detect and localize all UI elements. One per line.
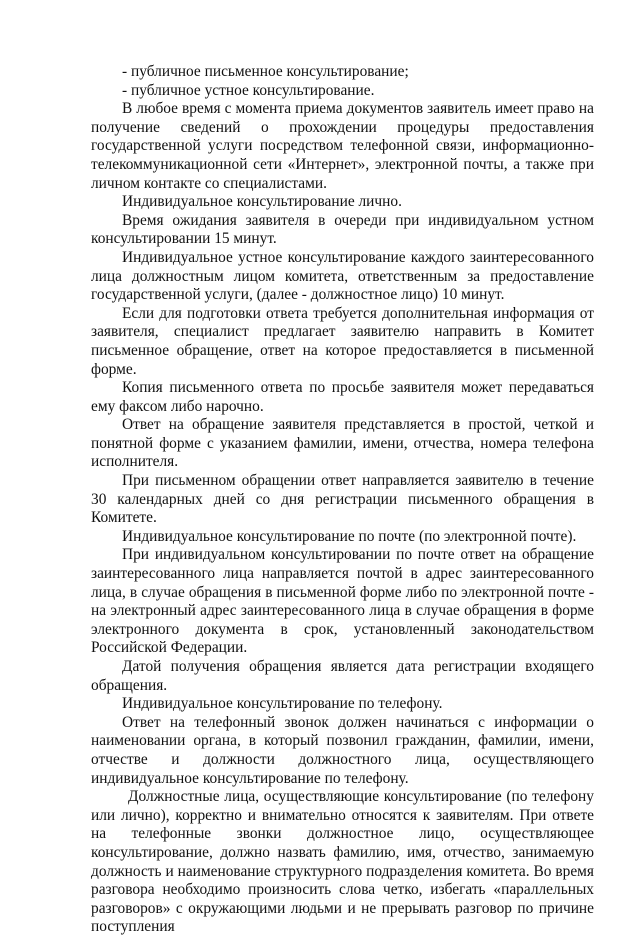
document-body bbox=[91, 63, 594, 937]
paragraph: Индивидуальное консультирование по телефону. bbox=[122, 695, 443, 713]
paragraph: Если для подготовки ответа требуется дополнительная информация от заявителя, специалист предлагает заявителю направить в Комитет письменное обращение, ответ на которое предоставляется в письменной форме. bbox=[91, 304, 594, 378]
paragraph: Индивидуальное устное консультирование каждого заинтересованного лица должностным лицом комитета, ответственным за предоставление государственной услуги, (далее - должностное лицо) 10 минут. bbox=[91, 248, 594, 304]
paragraph: - публичное письменное консультирование; bbox=[122, 63, 409, 80]
paragraph: При индивидуальном консультировании по почте ответ на обращение заинтересованного лица направляется почтой в адрес заинтересованного лица, в случае обращения в письменной форме либо по электронной почте - на электронный адрес заинтересованного лица в случае обращения в форме электронного документа в срок, установленный законодательством Российской Федерации. bbox=[91, 546, 594, 657]
paragraph: Ответ на обращение заявителя представляется в простой, четкой и понятной форме с указанием фамилии, имени, отчества, номера телефона исполнителя. bbox=[91, 416, 594, 471]
paragraph: - публичное устное консультирование. bbox=[122, 81, 375, 99]
paragraph: Копия письменного ответа по просьбе заявителя может передаваться ему факсом либо нарочно. bbox=[91, 379, 594, 415]
paragraph: Датой получения обращения является дата регистрации входящего обращения. bbox=[91, 658, 594, 694]
paragraph: При письменном обращении ответ направляется заявителю в течение 30 календарных дней со дня регистрации письменного обращения в Комитете. bbox=[91, 472, 594, 527]
paragraph: Время ожидания заявителя в очереди при индивидуальном устном консультировании 15 минут. bbox=[91, 211, 594, 248]
paragraph: Ответ на телефонный звонок должен начинаться с информации о наименовании органа, в который позвонил гражданин, фамилии, имени, отчестве и должности должностного лица, осуществляющего индивидуальное консультирование по телефону. bbox=[91, 713, 594, 787]
paragraph: Должностные лица, осуществляющие консультирование (по телефону или лично), корректно и внимательно относятся к заявителям. При ответе на телефонные звонки должностное лицо, осуществляющее консультирование, должно назвать фамилию, имя, отчество, занимаемую должность и наименование структурного подразделения комитета. Во время разговора необходимо произносить слова четко, избегать «параллельных разговоров» с окружающими людьми и не прерывать разговор по причине поступления bbox=[91, 788, 594, 936]
paragraph: Индивидуальное консультирование лично. bbox=[122, 193, 402, 211]
paragraph: Индивидуальное консультирование по почте (по электронной почте). bbox=[122, 527, 577, 545]
paragraph: В любое время с момента приема документов заявитель имеет право на получение сведений о прохождении процедуры предоставления государственной услуги посредством телефонной связи, информационно-телекоммуникационной сети «Интернет», электронной почты, а также при личном контакте со специалистами. bbox=[91, 100, 594, 192]
